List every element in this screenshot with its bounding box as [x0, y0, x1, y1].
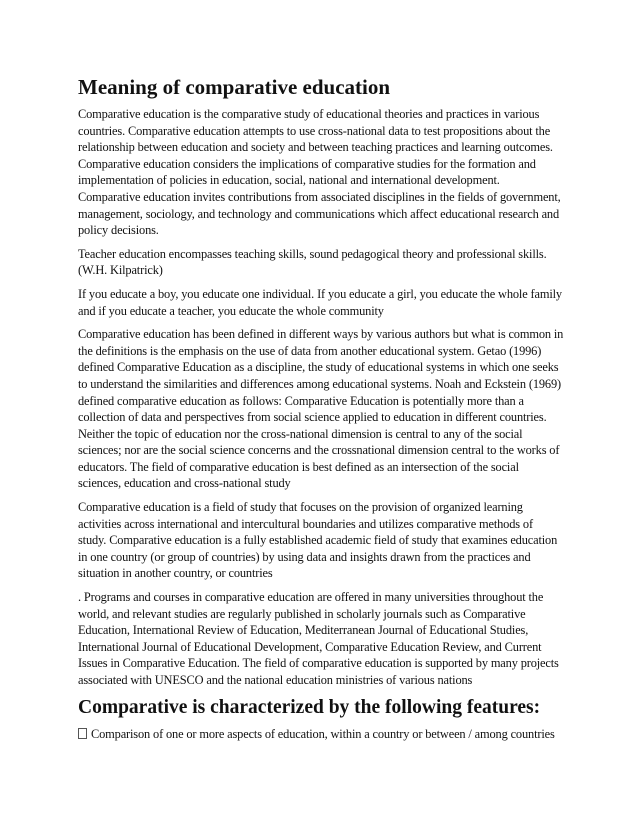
paragraph-definitions-authors: Comparative education has been defined in different ways by various authors but what is common in the definitions is the emphasis on the use of data from another educational system. Getao (1996) defined Comparative Education as a discipline, the study of educational systems in which one seeks to understand the similarities and differences among educational systems. Noah and Eckstein (1969) defined comparative education as follows: Comparative Education is potentially more than a collection of data and perspectives from social science applied to education in different countries. Neither the topic of education nor the cross-national dimension is central to any of the social sciences; nor are the social science concerns and the crossnational dimension central to the works of educators. The field of comparative education is best defined as an intersection of the social sciences, education and cross-national study — [78, 327, 564, 491]
feature-text: Comparison of one or more aspects of education, within a country or between / among countries — [91, 726, 555, 741]
bullet-box-icon — [78, 728, 87, 739]
features-heading: Comparative is characterized by the following features: — [78, 696, 541, 718]
feature-list-item — [78, 726, 564, 743]
paragraph-teacher-education: Teacher education encompasses teaching skills, sound pedagogical theory and professional skills. (W.H. Kilpatrick) — [78, 246, 547, 278]
paragraph-quote: If you educate a boy, you educate one individual. If you educate a girl, you educate the whole family and if you educate a teacher, you educate the whole community — [78, 286, 562, 318]
paragraph-definition: Comparative education is the comparative study of educational theories and practices in various countries. Comparative education attempts to use cross-national data to test propositions about the relationship between education and society and between teaching practices and learning outcomes. Comparative education considers the implications of comparative studies for the formation and implementation of policies in education, social, national and international development. Comparative education invites contributions from associated disciplines in the fields of government, management, sociology, and technology and communications which affect educational research and policy decisions. — [78, 107, 561, 238]
paragraph-field-of-study: Comparative education is a field of study that focuses on the provision of organized learning activities across international and intercultural boundaries and utilizes comparative methods of study. Comparative education is a fully established academic field of study that examines education in one country (or group of countries) by using data and insights drawn from the practices and situation in another country, or countries — [78, 500, 558, 581]
section-heading: Meaning of comparative education — [78, 75, 391, 99]
paragraph-programs: . Programs and courses in comparative education are offered in many universities throughout the world, and relevant studies are regularly published in scholarly journals such as Comparative Education, International Review of Education, Mediterranean Journal of Educational Studies, International Journal of Educational Development, Comparative Education Review, and Current Issues in Comparative Education. The field of comparative education is supported by many projects associated with UNESCO and the national education ministries of various nations — [78, 590, 559, 687]
